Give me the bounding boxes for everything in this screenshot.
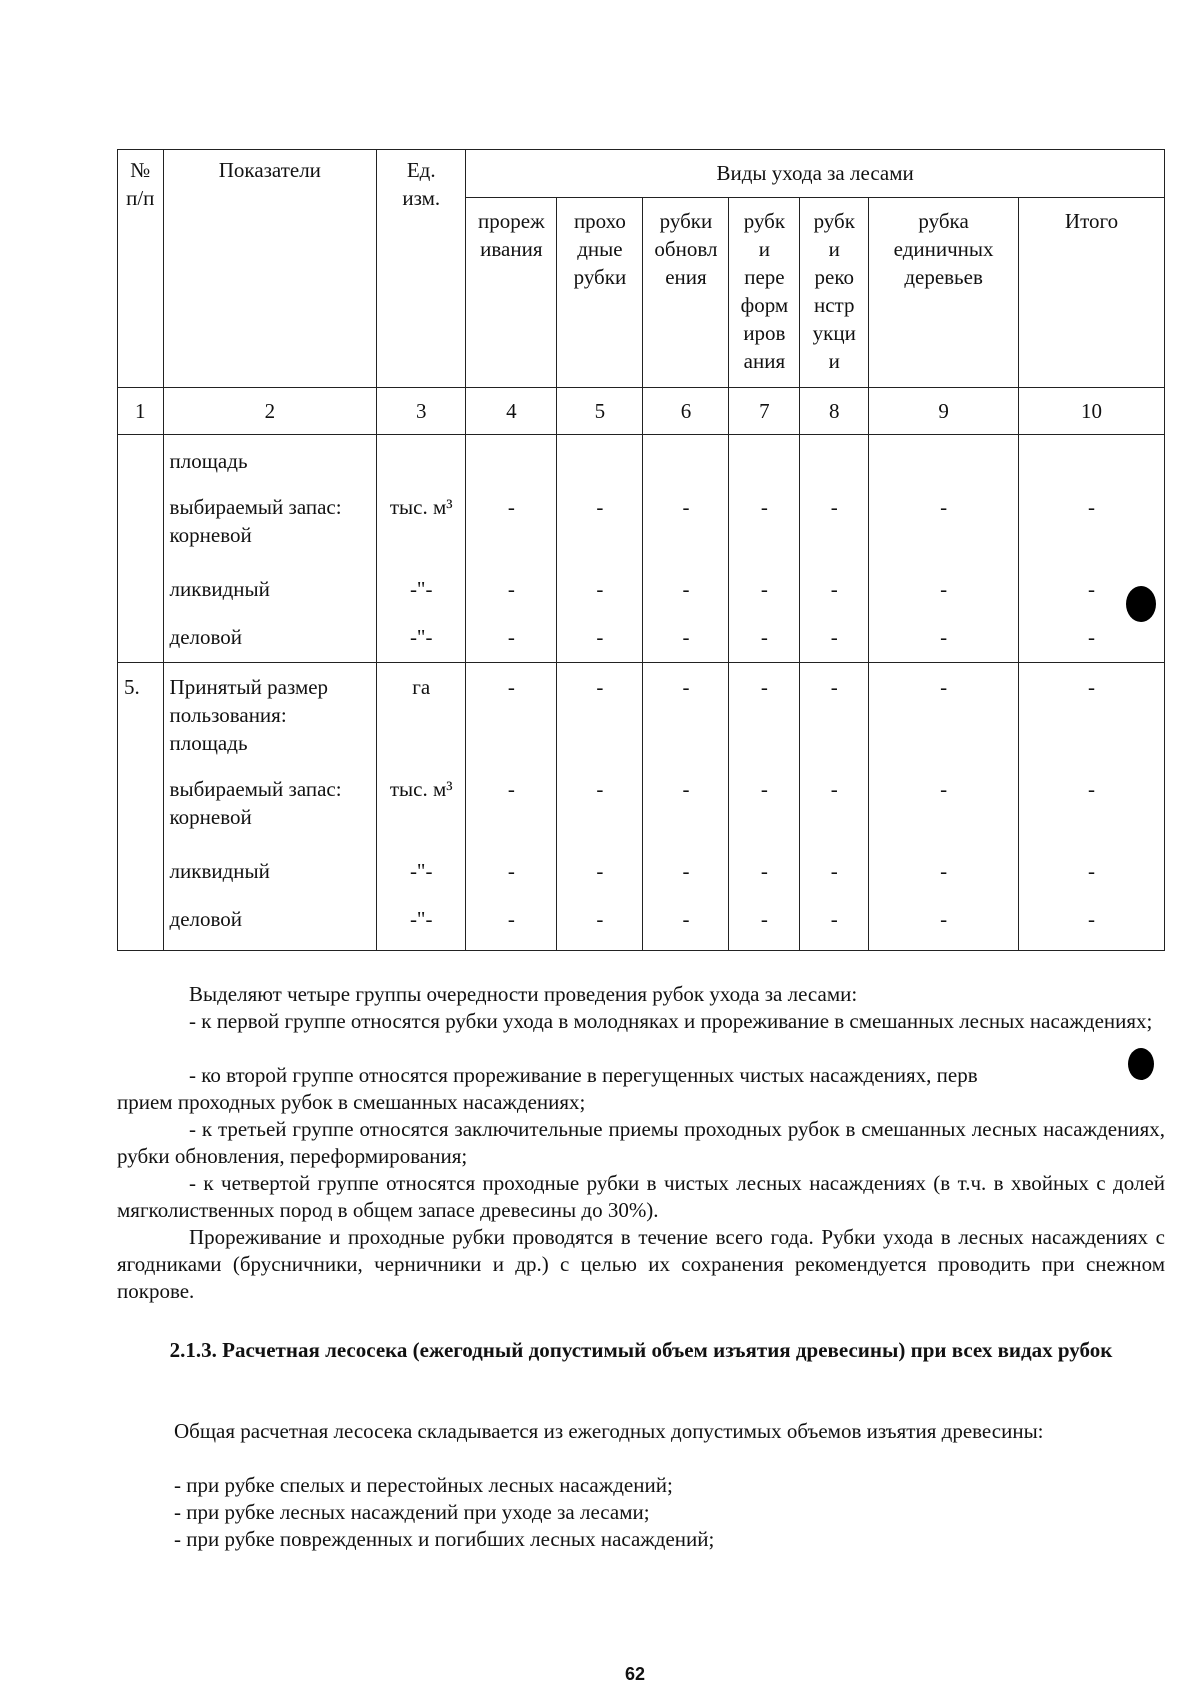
- value-cell: -: [557, 485, 643, 567]
- header-group: Виды ухода за лесами: [466, 150, 1165, 198]
- value-cell: -: [869, 615, 1019, 663]
- section-text: Общая расчетная лесосека складывается из ежегодных допустимых объемов изъятия древесины:: [174, 1419, 1044, 1443]
- unit-cell: тыс. м³: [377, 767, 466, 849]
- paragraph-groups-intro: Выделяют четыре группы очередности проведения рубок ухода за лесами:: [189, 982, 858, 1006]
- value-cell: -: [557, 615, 643, 663]
- header-col-7: рубк и пере форм иров ания: [729, 198, 800, 388]
- value-cell: -: [1019, 897, 1165, 951]
- value-cell: -: [729, 485, 800, 567]
- col-number: 6: [643, 388, 729, 435]
- indicator-label: ликвидный: [163, 849, 377, 897]
- indicator-label: выбираемый запас: корневой: [163, 485, 377, 567]
- value-cell: -: [557, 767, 643, 849]
- forest-care-table: [117, 149, 1165, 951]
- paragraph-group-3: - к третьей группе относятся заключительные приемы проходных рубок в смешанных лесных насаждениях, рубки обновления, переформирования;: [117, 1117, 1165, 1168]
- value-cell: -: [466, 615, 557, 663]
- indicator-label: ликвидный: [163, 567, 377, 615]
- value-cell: -: [643, 485, 729, 567]
- unit-cell: -"-: [377, 897, 466, 951]
- value-cell: -: [729, 897, 800, 951]
- unit-cell: -"-: [377, 849, 466, 897]
- value-cell: -: [466, 767, 557, 849]
- value-cell: -: [1019, 485, 1165, 567]
- value-cell: -: [557, 849, 643, 897]
- indicator-label: площадь: [163, 435, 377, 485]
- paragraph-group-1: - к первой группе относятся рубки ухода в молодняках и прореживание в смешанных лесных насаждениях;: [189, 1009, 1153, 1033]
- paragraph-group-2-cont: прием проходных рубок в смешанных насаждениях;: [117, 1090, 586, 1114]
- paragraph-group-2: - ко второй группе относятся прореживание в перегущенных чистых насаждениях, перв: [189, 1063, 978, 1087]
- bullet-1: - при рубке спелых и перестойных лесных насаждений;: [174, 1473, 673, 1497]
- value-cell: -: [800, 485, 869, 567]
- indicator-label: деловой: [163, 615, 377, 663]
- ink-blot: [1128, 1048, 1154, 1080]
- value-cell: -: [466, 485, 557, 567]
- section-heading: 2.1.3. Расчетная лесосека (ежегодный допустимый объем изъятия древесины) при всех видах рубок: [169, 1338, 1113, 1362]
- value-cell: [1019, 435, 1165, 485]
- value-cell: -: [729, 767, 800, 849]
- col-number: 1: [118, 388, 164, 435]
- unit-cell: тыс. м³: [377, 485, 466, 567]
- col-number: 2: [163, 388, 377, 435]
- value-cell: -: [1019, 663, 1165, 767]
- value-cell: [800, 435, 869, 485]
- value-cell: -: [729, 567, 800, 615]
- col-number: 3: [377, 388, 466, 435]
- col-number: 7: [729, 388, 800, 435]
- paragraph-thinning: Прореживание и проходные рубки проводятся в течение всего года. Рубки ухода в лесных насаждениях с ягодниками (брусничники, черничники и др.) с целью их сохранения рекомендуется проводить при снежном покрове.: [117, 1225, 1165, 1303]
- value-cell: -: [800, 567, 869, 615]
- value-cell: -: [800, 849, 869, 897]
- col-number: 10: [1019, 388, 1165, 435]
- header-col-10: Итого: [1019, 198, 1165, 388]
- value-cell: -: [869, 897, 1019, 951]
- value-cell: -: [869, 485, 1019, 567]
- value-cell: -: [466, 897, 557, 951]
- indicator-label: Принятый размер пользования: площадь: [163, 663, 377, 767]
- value-cell: -: [466, 849, 557, 897]
- value-cell: -: [557, 567, 643, 615]
- value-cell: -: [869, 567, 1019, 615]
- bullet-3: - при рубке поврежденных и погибших лесных насаждений;: [174, 1527, 715, 1551]
- ink-blot: [1126, 586, 1156, 622]
- indicator-label: выбираемый запас: корневой: [163, 767, 377, 849]
- page-number: 62: [624, 1664, 646, 1684]
- header-num: № п/п: [118, 150, 164, 388]
- header-indicator: Показатели: [163, 150, 377, 388]
- value-cell: -: [800, 897, 869, 951]
- value-cell: -: [643, 897, 729, 951]
- value-cell: [729, 435, 800, 485]
- value-cell: -: [643, 849, 729, 897]
- value-cell: -: [800, 615, 869, 663]
- header-col-4: прореж ивания: [466, 198, 557, 388]
- value-cell: -: [869, 663, 1019, 767]
- unit-cell: [377, 435, 466, 485]
- value-cell: -: [800, 663, 869, 767]
- row-number: 5.: [118, 663, 164, 951]
- unit-cell: -"-: [377, 615, 466, 663]
- value-cell: [466, 435, 557, 485]
- value-cell: -: [1019, 767, 1165, 849]
- header-col-8: рубк и реко нстр укци и: [800, 198, 869, 388]
- value-cell: -: [869, 849, 1019, 897]
- value-cell: -: [557, 897, 643, 951]
- header-col-6: рубки обновл ения: [643, 198, 729, 388]
- value-cell: -: [557, 663, 643, 767]
- value-cell: [869, 435, 1019, 485]
- col-number: 4: [466, 388, 557, 435]
- indicator-label: деловой: [163, 897, 377, 951]
- value-cell: -: [466, 567, 557, 615]
- header-col-5: прохо дные рубки: [557, 198, 643, 388]
- col-number: 8: [800, 388, 869, 435]
- value-cell: -: [1019, 615, 1165, 663]
- value-cell: [643, 435, 729, 485]
- value-cell: -: [729, 849, 800, 897]
- value-cell: -: [869, 767, 1019, 849]
- value-cell: -: [729, 615, 800, 663]
- value-cell: -: [729, 663, 800, 767]
- paragraph-group-4: - к четвертой группе относятся проходные рубки в чистых лесных насаждениях (в т.ч. в хвойных с долей мягколиственных пород в общем запасе древесины до 30%).: [117, 1171, 1165, 1222]
- unit-cell: -"-: [377, 567, 466, 615]
- value-cell: -: [800, 767, 869, 849]
- value-cell: [557, 435, 643, 485]
- bullet-2: - при рубке лесных насаждений при уходе за лесами;: [174, 1500, 650, 1524]
- value-cell: -: [643, 567, 729, 615]
- value-cell: -: [466, 663, 557, 767]
- row-number: [118, 435, 164, 663]
- value-cell: -: [1019, 849, 1165, 897]
- value-cell: -: [643, 767, 729, 849]
- unit-cell: га: [377, 663, 466, 767]
- value-cell: -: [643, 663, 729, 767]
- value-cell: -: [1019, 567, 1165, 615]
- col-number: 5: [557, 388, 643, 435]
- header-col-9: рубка единичных деревьев: [869, 198, 1019, 388]
- header-unit: Ед. изм.: [377, 150, 466, 388]
- value-cell: -: [643, 615, 729, 663]
- col-number: 9: [869, 388, 1019, 435]
